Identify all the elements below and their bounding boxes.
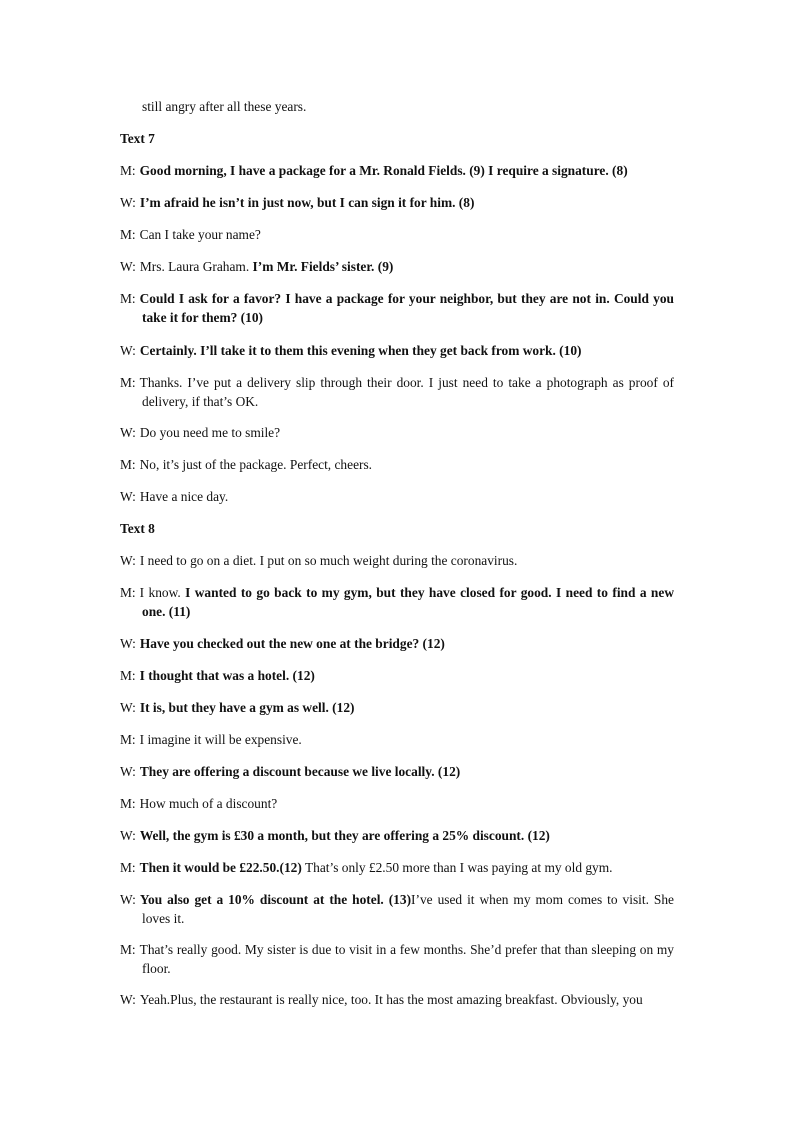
dialogue-text bbox=[120, 225, 674, 244]
dialogue-text bbox=[120, 890, 674, 928]
dialogue-text bbox=[120, 990, 674, 1009]
continuation-text: still angry after all these years. bbox=[142, 99, 307, 114]
dialogue-line bbox=[120, 551, 674, 570]
dialogue-text bbox=[120, 698, 674, 717]
speaker-label: W: bbox=[120, 195, 136, 210]
dialogue-line bbox=[120, 826, 674, 845]
dialogue-line bbox=[120, 193, 674, 212]
speech-text: I need to go on a diet. I put on so much weight during the coronavirus. bbox=[139, 553, 518, 568]
speaker-label: W: bbox=[120, 636, 136, 651]
dialogue-text bbox=[120, 487, 674, 506]
dialogue-line bbox=[120, 666, 674, 685]
dialogue-text bbox=[120, 341, 674, 360]
dialogue-line bbox=[120, 373, 674, 411]
answer-text: It is, but they have a gym as well. (12) bbox=[139, 700, 355, 715]
speaker-label: W: bbox=[120, 425, 136, 440]
text7-heading bbox=[120, 129, 674, 148]
speaker-label: W: bbox=[120, 553, 136, 568]
speech-text: Yeah.Plus, the restaurant is really nice, too. It has the most amazing breakfast. Obviously, you bbox=[139, 992, 643, 1007]
dialogue-line bbox=[120, 487, 674, 506]
speech-text: That’s really good. My sister is due to visit in a few months. She’d prefer that than sleeping on my floor. bbox=[139, 942, 674, 976]
speaker-label: W: bbox=[120, 489, 136, 504]
dialogue-line bbox=[120, 698, 674, 717]
dialogue-text bbox=[120, 858, 674, 877]
speaker-label: W: bbox=[120, 700, 136, 715]
answer-text: Well, the gym is £30 a month, but they are offering a 25% discount. (12) bbox=[139, 828, 550, 843]
answer-text: I wanted to go back to my gym, but they have closed for good. I need to find a new one. (11) bbox=[142, 585, 674, 619]
answer-text: Could I ask for a favor? I have a package for your neighbor, but they are not in. Could you take it for them? (10) bbox=[139, 291, 674, 325]
speech-text: I’ve used it when my mom comes to visit. She loves it. bbox=[142, 892, 674, 926]
speaker-label: M: bbox=[120, 375, 136, 390]
speaker-label: M: bbox=[120, 796, 136, 811]
speaker-label: W: bbox=[120, 343, 136, 358]
speaker-label: M: bbox=[120, 732, 136, 747]
dialogue-text bbox=[120, 455, 674, 474]
dialogue-line bbox=[120, 341, 674, 360]
speaker-label: M: bbox=[120, 227, 136, 242]
dialogue-text bbox=[120, 634, 674, 653]
dialogue-text bbox=[120, 794, 674, 813]
answer-text: Good morning, I have a package for a Mr. Ronald Fields. (9) I require a signature. (8) bbox=[139, 163, 628, 178]
section-heading: Text 8 bbox=[120, 521, 155, 536]
speaker-label: W: bbox=[120, 764, 136, 779]
dialogue-text bbox=[120, 423, 674, 442]
dialogue-text bbox=[120, 551, 674, 570]
dialogue-text bbox=[120, 161, 674, 180]
dialogue-line bbox=[120, 858, 674, 877]
section-heading: Text 7 bbox=[120, 131, 155, 146]
dialogue-line bbox=[120, 289, 674, 327]
speaker-label: W: bbox=[120, 828, 136, 843]
answer-text: I’m afraid he isn’t in just now, but I can sign it for him. (8) bbox=[139, 195, 475, 210]
speech-text: I know. bbox=[139, 585, 186, 600]
speech-text: Have a nice day. bbox=[139, 489, 229, 504]
speaker-label: W: bbox=[120, 259, 136, 274]
dialogue-line bbox=[120, 423, 674, 442]
speaker-label: M: bbox=[120, 457, 136, 472]
speaker-label: M: bbox=[120, 585, 136, 600]
dialogue-text bbox=[120, 666, 674, 685]
speech-text: Do you need me to smile? bbox=[139, 425, 281, 440]
dialogue-text bbox=[120, 193, 674, 212]
answer-text: Certainly. I’ll take it to them this evening when they get back from work. (10) bbox=[139, 343, 582, 358]
dialogue-text bbox=[120, 730, 674, 749]
answer-text: I thought that was a hotel. (12) bbox=[139, 668, 315, 683]
answer-text: Have you checked out the new one at the bridge? (12) bbox=[139, 636, 445, 651]
speaker-label: M: bbox=[120, 942, 136, 957]
dialogue-line bbox=[120, 940, 674, 978]
speaker-label: M: bbox=[120, 668, 136, 683]
text8-heading bbox=[120, 519, 674, 538]
speech-text: No, it’s just of the package. Perfect, cheers. bbox=[139, 457, 373, 472]
dialogue-text bbox=[120, 826, 674, 845]
answer-text: Then it would be £22.50.(12) bbox=[139, 860, 302, 875]
answer-text: You also get a 10% discount at the hotel. (13) bbox=[139, 892, 412, 907]
speaker-label: M: bbox=[120, 163, 136, 178]
answer-text: They are offering a discount because we live locally. (12) bbox=[139, 764, 461, 779]
dialogue-text bbox=[120, 373, 674, 411]
dialogue-line bbox=[120, 583, 674, 621]
dialogue-text bbox=[120, 289, 674, 327]
dialogue-line bbox=[120, 455, 674, 474]
speech-text: Can I take your name? bbox=[139, 227, 261, 242]
dialogue-line bbox=[120, 890, 674, 928]
dialogue-line bbox=[120, 161, 674, 180]
speech-text: I imagine it will be expensive. bbox=[139, 732, 302, 747]
dialogue-line bbox=[120, 990, 674, 1009]
speech-text: Thanks. I’ve put a delivery slip through their door. I just need to take a photograph as proof of delivery, if that’s OK. bbox=[139, 375, 674, 409]
dialogue-line bbox=[120, 257, 674, 276]
speaker-label: W: bbox=[120, 892, 136, 907]
dialogue-line bbox=[120, 634, 674, 653]
dialogue-line bbox=[120, 730, 674, 749]
speech-text: Mrs. Laura Graham. bbox=[139, 259, 253, 274]
speaker-label: W: bbox=[120, 992, 136, 1007]
dialogue-line bbox=[120, 225, 674, 244]
speech-text: How much of a discount? bbox=[139, 796, 278, 811]
speaker-label: M: bbox=[120, 291, 136, 306]
dialogue-text bbox=[120, 257, 674, 276]
speech-text: That’s only £2.50 more than I was paying at my old gym. bbox=[301, 860, 613, 875]
dialogue-line bbox=[120, 762, 674, 781]
dialogue-text bbox=[120, 940, 674, 978]
continuation-line bbox=[120, 97, 674, 116]
speaker-label: M: bbox=[120, 860, 136, 875]
dialogue-text bbox=[120, 762, 674, 781]
dialogue-text bbox=[120, 583, 674, 621]
answer-text: I’m Mr. Fields’ sister. (9) bbox=[252, 259, 394, 274]
dialogue-line bbox=[120, 794, 674, 813]
